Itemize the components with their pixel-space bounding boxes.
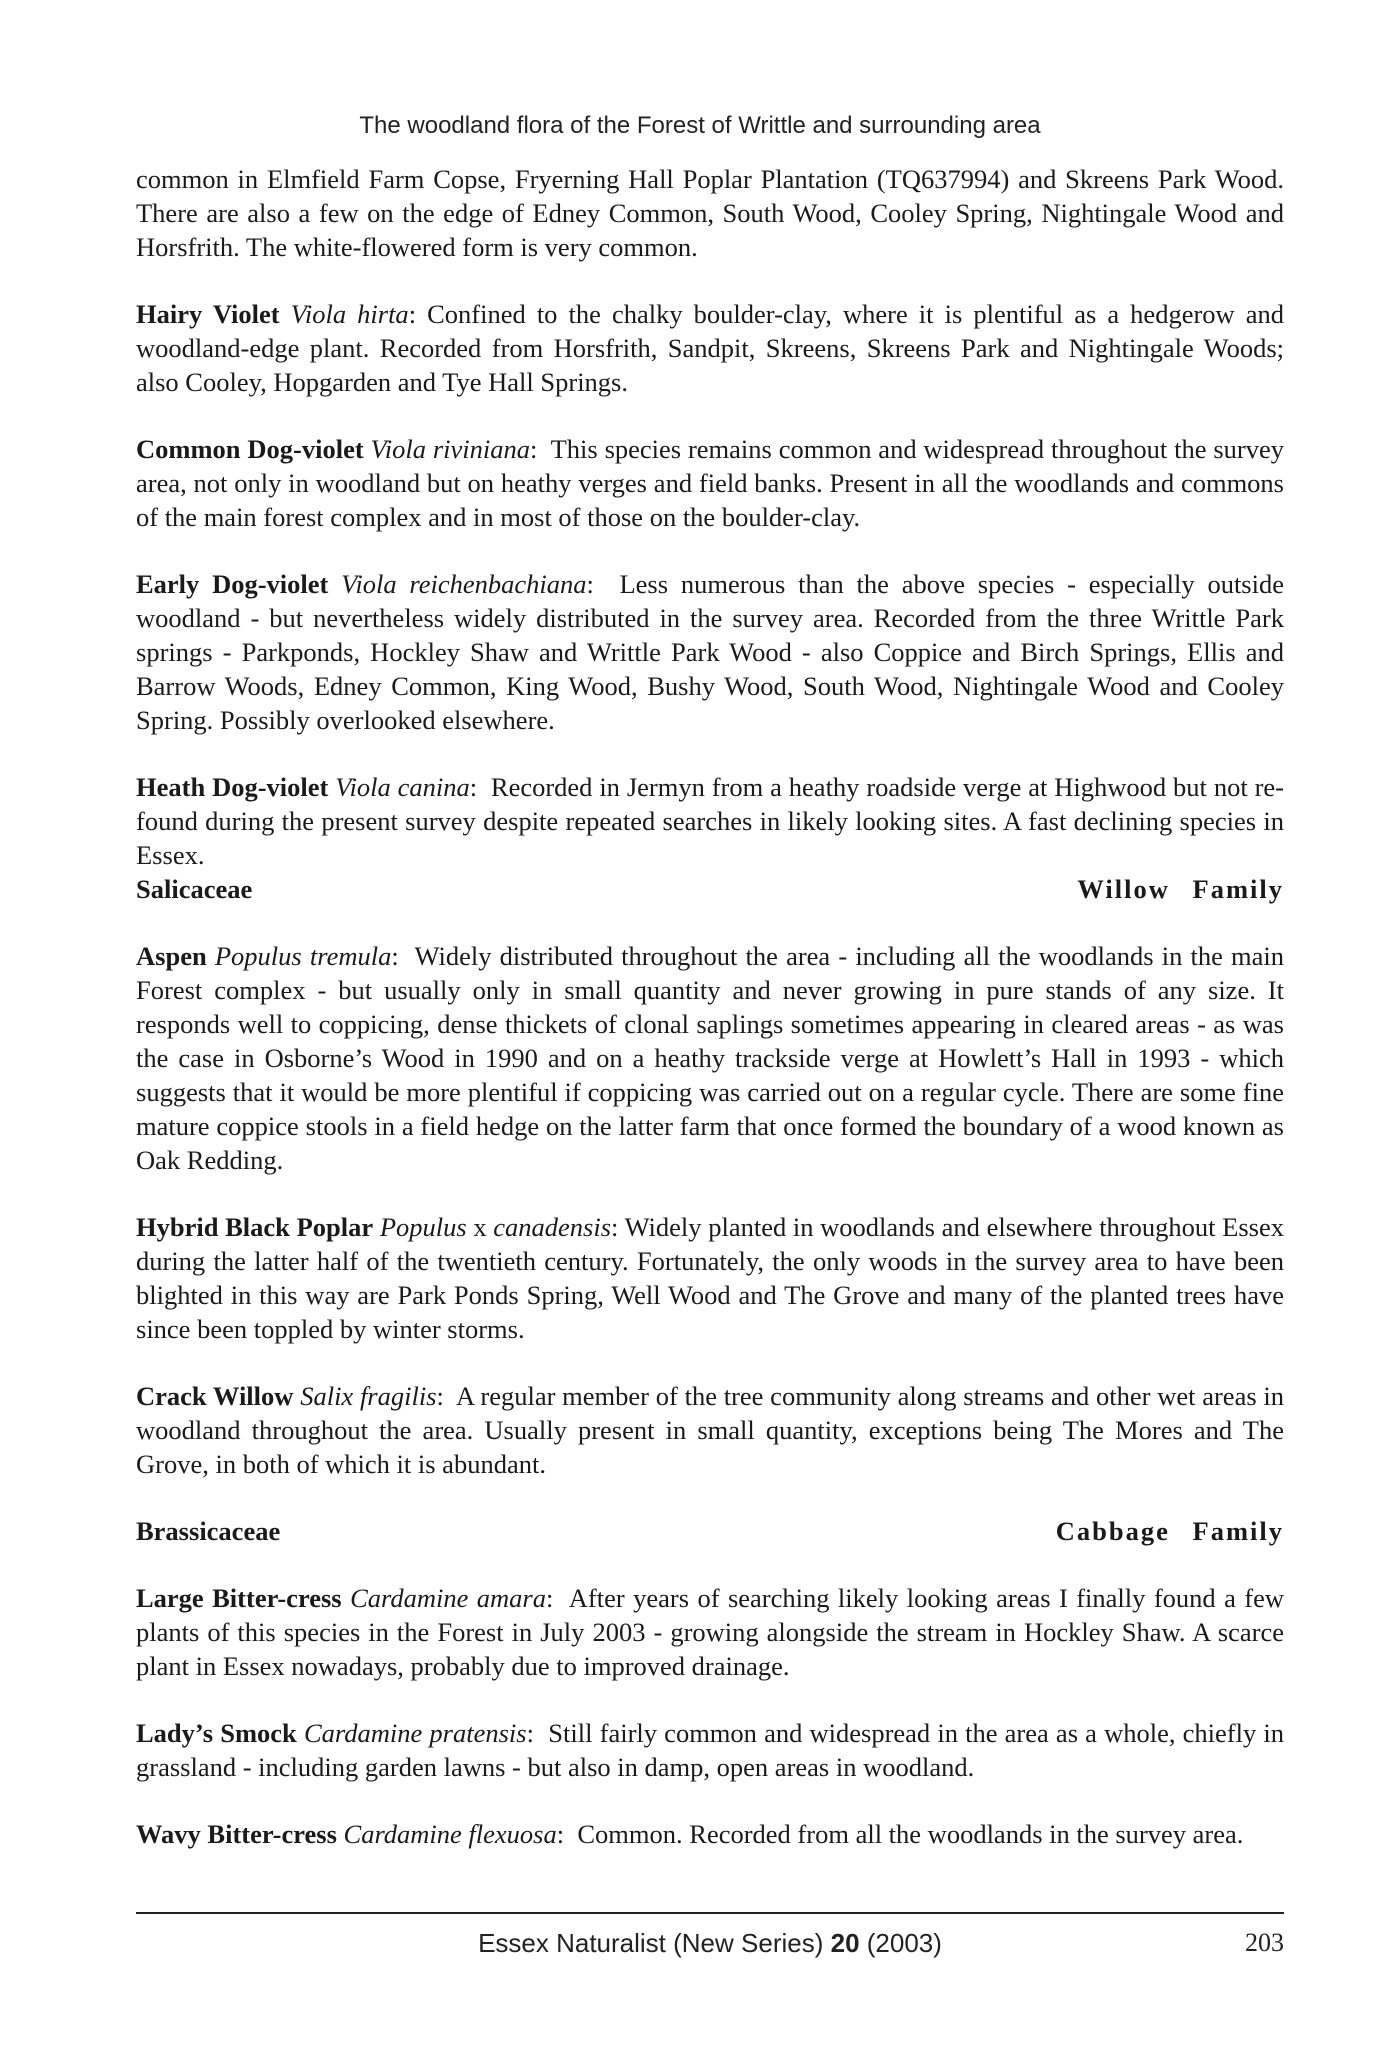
family-common-name: Cabbage Family — [1055, 1516, 1284, 1546]
species-latin-name: Salix fragilis — [300, 1381, 437, 1411]
volume-number: 20 — [830, 1928, 860, 1958]
species-entry-aspen: Aspen Populus tremula: Widely distributed throughout the area - including all the woodlands in the main Forest complex - but usually only in small quantity and never growing in pure stands of any size. It responds well to coppicing, dense thickets of clonal saplings sometimes appearing in cleared areas - as was the case in Osborne’s Wood in 1990 and on a heathy trackside verge at Howlett’s Hall in 1993 - which suggests that it would be more plentiful if coppicing was carried out on a regular cycle. There are some fine mature coppice stools in a field hedge on the latter farm that once formed the boundary of a wood known as Oak Redding. — [136, 941, 1284, 1175]
species-latin-name: Viola riviniana — [370, 434, 530, 464]
species-description: After years of searching likely looking areas I finally found a few plants of this species in the Forest in July 2003 - growing alongside the stream in Hockley Shaw. A scarce plant in Essex nowadays, probably due to improved drainage. — [136, 1583, 1285, 1681]
species-entry-crack-willow: Crack Willow Salix fragilis: A regular member of the tree community along streams and other wet areas in woodland throughout the area. Usually present in small quantity, exceptions being The Mores and The Grove, in both of which it is abundant. — [136, 1381, 1285, 1479]
family-latin-name: Brassicaceae — [136, 1516, 281, 1546]
page-footer — [136, 1928, 1284, 1968]
species-description: Widely planted in woodlands and elsewhere throughout Essex during the latter half of the twentieth century. Fortunately, the only woods in the survey area to have been blighted in this way are Park Ponds Spring, Well Wood and The Grove and many of the planted trees have since been toppled by winter storms. — [136, 1212, 1284, 1344]
species-description: Widely distributed throughout the area - including all the woodlands in the main Forest complex - but usually only in small quantity and never growing in pure stands of any size. It responds well to coppicing, dense thickets of clonal saplings sometimes appearing in cleared areas - as was the case in Osborne’s Wood in 1990 and on a heathy trackside verge at Howlett’s Hall in 1993 - which suggests that it would be more plentiful if coppicing was carried out on a regular cycle. There are some fine mature coppice stools in a field hedge on the latter farm that once formed the boundary of a wood known as Oak Redding. — [136, 941, 1284, 1175]
species-latin-name: Populus tremula — [214, 941, 392, 971]
species-common-name: Aspen — [136, 941, 207, 971]
species-entry-early-dog-violet: Early Dog-violet Viola reichenbachiana: Less numerous than the above species - especially outside woodland - but nevertheless widely distributed in the survey area. Recorded from the three Writtle Park springs - Parkponds, Hockley Shaw and Writtle Park Wood - also Coppice and Birch Springs, Ellis and Barrow Woods, Edney Common, King Wood, Bushy Wood, South Wood, Nightingale Wood and Cooley Spring. Possibly overlooked elsewhere. — [136, 569, 1284, 735]
species-common-name: Common Dog-violet — [136, 434, 364, 464]
species-description: Common. Recorded from all the woodlands in the survey area. — [577, 1819, 1244, 1849]
species-description: Recorded in Jermyn from a heathy roadside verge at Highwood but not re-found during the present survey despite repeated searches in likely looking sites. A fast declining species in Essex. — [136, 772, 1284, 870]
species-entry-heath-dog-violet: Heath Dog-violet Viola canina: Recorded in Jermyn from a heathy roadside verge at Highwood but not re-found during the present survey despite repeated searches in likely looking sites. A fast declining species in Essex. — [136, 772, 1284, 870]
species-description: A regular member of the tree community along streams and other wet areas in woodland throughout the area. Usually present in small quantity, exceptions being The Mores and The Grove, in both of which it is abundant. — [136, 1381, 1285, 1479]
running-title: The woodland flora of the Forest of Writtle and surrounding area — [359, 112, 1041, 139]
species-latin-name: Cardamine amara — [350, 1583, 546, 1613]
species-entry-ladys-smock: Lady’s Smock Cardamine pratensis: Still fairly common and widespread in the area as a whole, chiefly in grassland - including garden lawns - but also in damp, open areas in woodland. — [136, 1718, 1284, 1782]
family-common-name: Willow Family — [1077, 874, 1284, 904]
species-description: Still fairly common and widespread in the area as a whole, chiefly in grassland - including garden lawns - but also in damp, open areas in woodland. — [136, 1718, 1284, 1782]
species-hybrid-mark: x — [473, 1212, 487, 1242]
footer-rule — [136, 1912, 1284, 1914]
species-common-name: Large Bitter-cress — [136, 1583, 342, 1613]
species-common-name: Heath Dog-violet — [136, 772, 329, 802]
species-description: This species remains common and widespread throughout the survey area, not only in woodland but on heathy verges and field banks. Present in all the woodlands and commons of the main forest complex and in most of those on the boulder-clay. — [136, 434, 1284, 532]
species-latin-name: Viola reichenbachiana — [341, 569, 587, 599]
species-entry-hybrid-black-poplar: Hybrid Black Poplar Populus x canadensis: Widely planted in woodlands and elsewhere throughout Essex during the latter half of the twentieth century. Fortunately, the only woods in the survey area to have been blighted in this way are Park Ponds Spring, Well Wood and The Grove and many of the planted trees have since been toppled by winter storms. — [136, 1212, 1284, 1344]
species-description: Less numerous than the above species - especially outside woodland - but nevertheless widely distributed in the survey area. Recorded from the three Writtle Park springs - Parkponds, Hockley Shaw and Writtle Park Wood - also Coppice and Birch Springs, Ellis and Barrow Woods, Edney Common, King Wood, Bushy Wood, South Wood, Nightingale Wood and Cooley Spring. Possibly overlooked elsewhere. — [136, 569, 1284, 735]
species-common-name: Wavy Bitter-cress — [136, 1819, 337, 1849]
species-entry-large-bitter-cress: Large Bitter-cress Cardamine amara: After years of searching likely looking areas I finally found a few plants of this species in the Forest in July 2003 - growing alongside the stream in Hockley Shaw. A scarce plant in Essex nowadays, probably due to improved drainage. — [136, 1583, 1285, 1681]
family-heading-brassicaceae — [136, 1514, 1284, 1548]
page-number: 203 — [1245, 1928, 1284, 1957]
publication-year: (2003) — [866, 1928, 942, 1958]
species-latin-name: Cardamine flexuosa — [343, 1819, 557, 1849]
journal-citation: Essex Naturalist (New Series) 20 (2003) — [478, 1928, 942, 1958]
species-latin-genus: Populus — [379, 1212, 467, 1242]
species-description: Confined to the chalky boulder-clay, where it is plentiful as a hedgerow and woodland-edge plant. Recorded from Horsfrith, Sandpit, Skreens, Skreens Park and Nightingale Woods; also Cooley, Hopgarden and Tye Hall Springs. — [136, 299, 1284, 397]
species-entry-hairy-violet: Hairy Violet Viola hirta: Confined to the chalky boulder-clay, where it is plentiful as a hedgerow and woodland-edge plant. Recorded from Horsfrith, Sandpit, Skreens, Skreens Park and Nightingale Woods; also Cooley, Hopgarden and Tye Hall Springs. — [136, 299, 1284, 397]
species-latin-epithet: canadensis — [493, 1212, 612, 1242]
species-latin-name: Cardamine pratensis — [303, 1718, 527, 1748]
species-latin-name: Viola canina — [335, 772, 470, 802]
species-entry-common-dog-violet: Common Dog-violet Viola riviniana: This species remains common and widespread throughout the survey area, not only in woodland but on heathy verges and field banks. Present in all the woodlands and commons of the main forest complex and in most of those on the boulder-clay. — [136, 434, 1284, 532]
family-heading-salicaceae — [136, 872, 1284, 906]
page-body — [136, 162, 1284, 1851]
species-common-name: Crack Willow — [136, 1381, 294, 1411]
family-latin-name: Salicaceae — [136, 874, 253, 904]
species-common-name: Hybrid Black Poplar — [136, 1212, 374, 1242]
species-common-name: Hairy Violet — [136, 299, 280, 329]
species-common-name: Early Dog-violet — [136, 569, 329, 599]
species-entry-wavy-bitter-cress: Wavy Bitter-cress Cardamine flexuosa: Common. Recorded from all the woodlands in the survey area. — [136, 1819, 1244, 1849]
species-common-name: Lady’s Smock — [136, 1718, 297, 1748]
species-latin-name: Viola hirta — [290, 299, 409, 329]
paragraph-continuation: common in Elmfield Farm Copse, Fryerning Hall Poplar Plantation (TQ637994) and Skreens Park Wood. There are also a few on the edge of Edney Common, South Wood, Cooley Spring, Nightingale Wood and Horsfrith. The white-flowered form is very common. — [136, 164, 1284, 262]
